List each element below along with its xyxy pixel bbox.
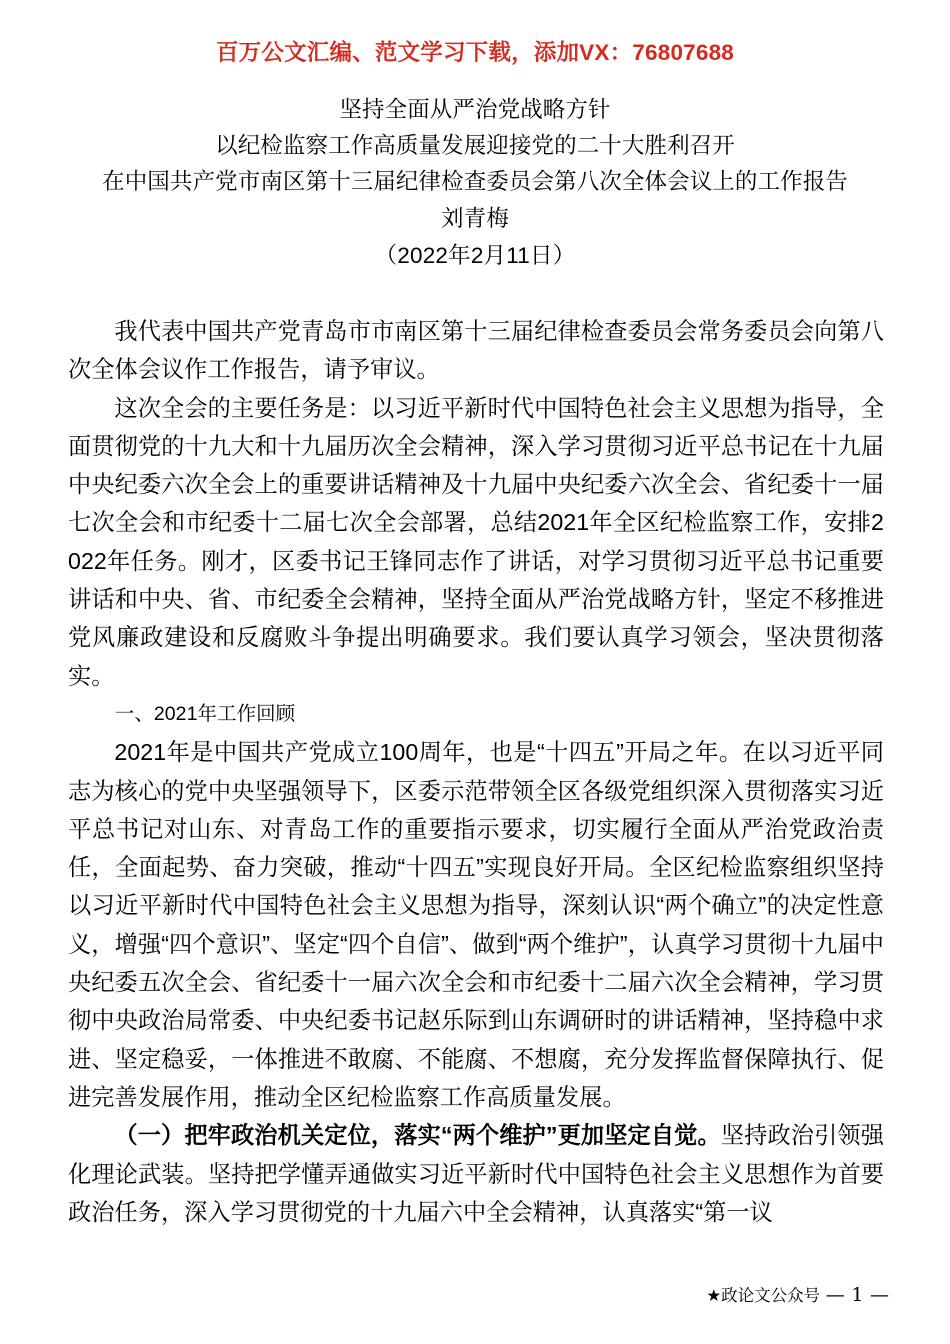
title-line-1: 坚持全面从严治党战略方针 bbox=[339, 97, 611, 122]
section-heading-1: 一、2021年工作回顾 bbox=[114, 702, 296, 725]
paragraph-1: 我代表中国共产党青岛市市南区第十三届纪律检查委员会常务委员会向第八次全体会议作工作报告，请予审议。 bbox=[68, 318, 884, 383]
document-body bbox=[68, 312, 884, 1231]
title-date: （2022年2月11日） bbox=[374, 243, 576, 268]
title-line-2: 以纪检监察工作高质量发展迎接党的二十大胜利召开 bbox=[215, 133, 735, 158]
page-dash-left: — bbox=[825, 1284, 846, 1306]
page-dash-right: — bbox=[870, 1284, 890, 1306]
paragraph-4-bold-lead: （一）把牢政治机关定位，落实“两个维护”更加坚定自觉。 bbox=[114, 1122, 721, 1149]
page-footer bbox=[0, 1282, 950, 1309]
page-number: 1 bbox=[851, 1284, 865, 1306]
paragraph-4-text: 坚持政治引领强化理论武装。坚持把学懂弄通做实习近平新时代中国特色社会主义思想作为首要政治任务，深入学习贯彻党的十九届六中全会精神，认真落实“第一议 bbox=[68, 1122, 884, 1225]
promo-banner-text: 百万公文汇编、范文学习下载，添加VX：76807688 bbox=[215, 40, 735, 65]
paragraph-3: 2021年是中国共产党成立100周年，也是“十四五”开局之年。在以习近平同志为核心的党中央坚强领导下，区委示范带领全区各级党组织深入贯彻落实习近平总书记对山东、对青岛工作的重要指示要求，切实履行全面从严治党政治责任，全面起势、奋力突破，推动“十四五”实现良好开局。全区纪检监察组织坚持以习近平新时代中国特色社会主义思想为指导，深刻认识“两个确立”的决定性意义，增强“四个意识”、坚定“四个自信”、做到“两个维护”，认真学习贯彻十九届中央纪委五次全会、省纪委十一届六次全会和市纪委十二届六次全会精神，学习贯彻中央政治局常委、中央纪委书记赵乐际到山东调研时的讲话精神，坚持稳中求进、坚定稳妥，一体推进不敢腐、不能腐、不想腐，充分发挥监督保障执行、促进完善发展作用，推动全区纪检监察工作高质量发展。 bbox=[68, 739, 884, 1110]
watermark-label: ★政论文公众号 bbox=[706, 1287, 821, 1305]
title-block bbox=[0, 92, 950, 275]
paragraph-4 bbox=[68, 1116, 884, 1231]
title-line-3: 在中国共产党市南区第十三届纪律检查委员会第八次全体会议上的工作报告 bbox=[102, 169, 848, 194]
paragraph-2: 这次全会的主要任务是：以习近平新时代中国特色社会主义思想为指导，全面贯彻党的十九大和十九届历次全会精神，深入学习贯彻习近平总书记在十九届中央纪委六次全会上的重要讲话精神及十九届中央纪委六次全会、省纪委十一届七次全会和市纪委十二届七次全会部署，总结2021年全区纪检监察工作，安排2022年任务。刚才，区委书记王锋同志作了讲话，对学习贯彻习近平总书记重要讲话和中央、省、市纪委全会精神，坚持全面从严治党战略方针，坚定不移推进党风廉政建设和反腐败斗争提出明确要求。我们要认真学习领会，坚决贯彻落实。 bbox=[68, 394, 884, 689]
title-author: 刘青梅 bbox=[440, 206, 510, 231]
